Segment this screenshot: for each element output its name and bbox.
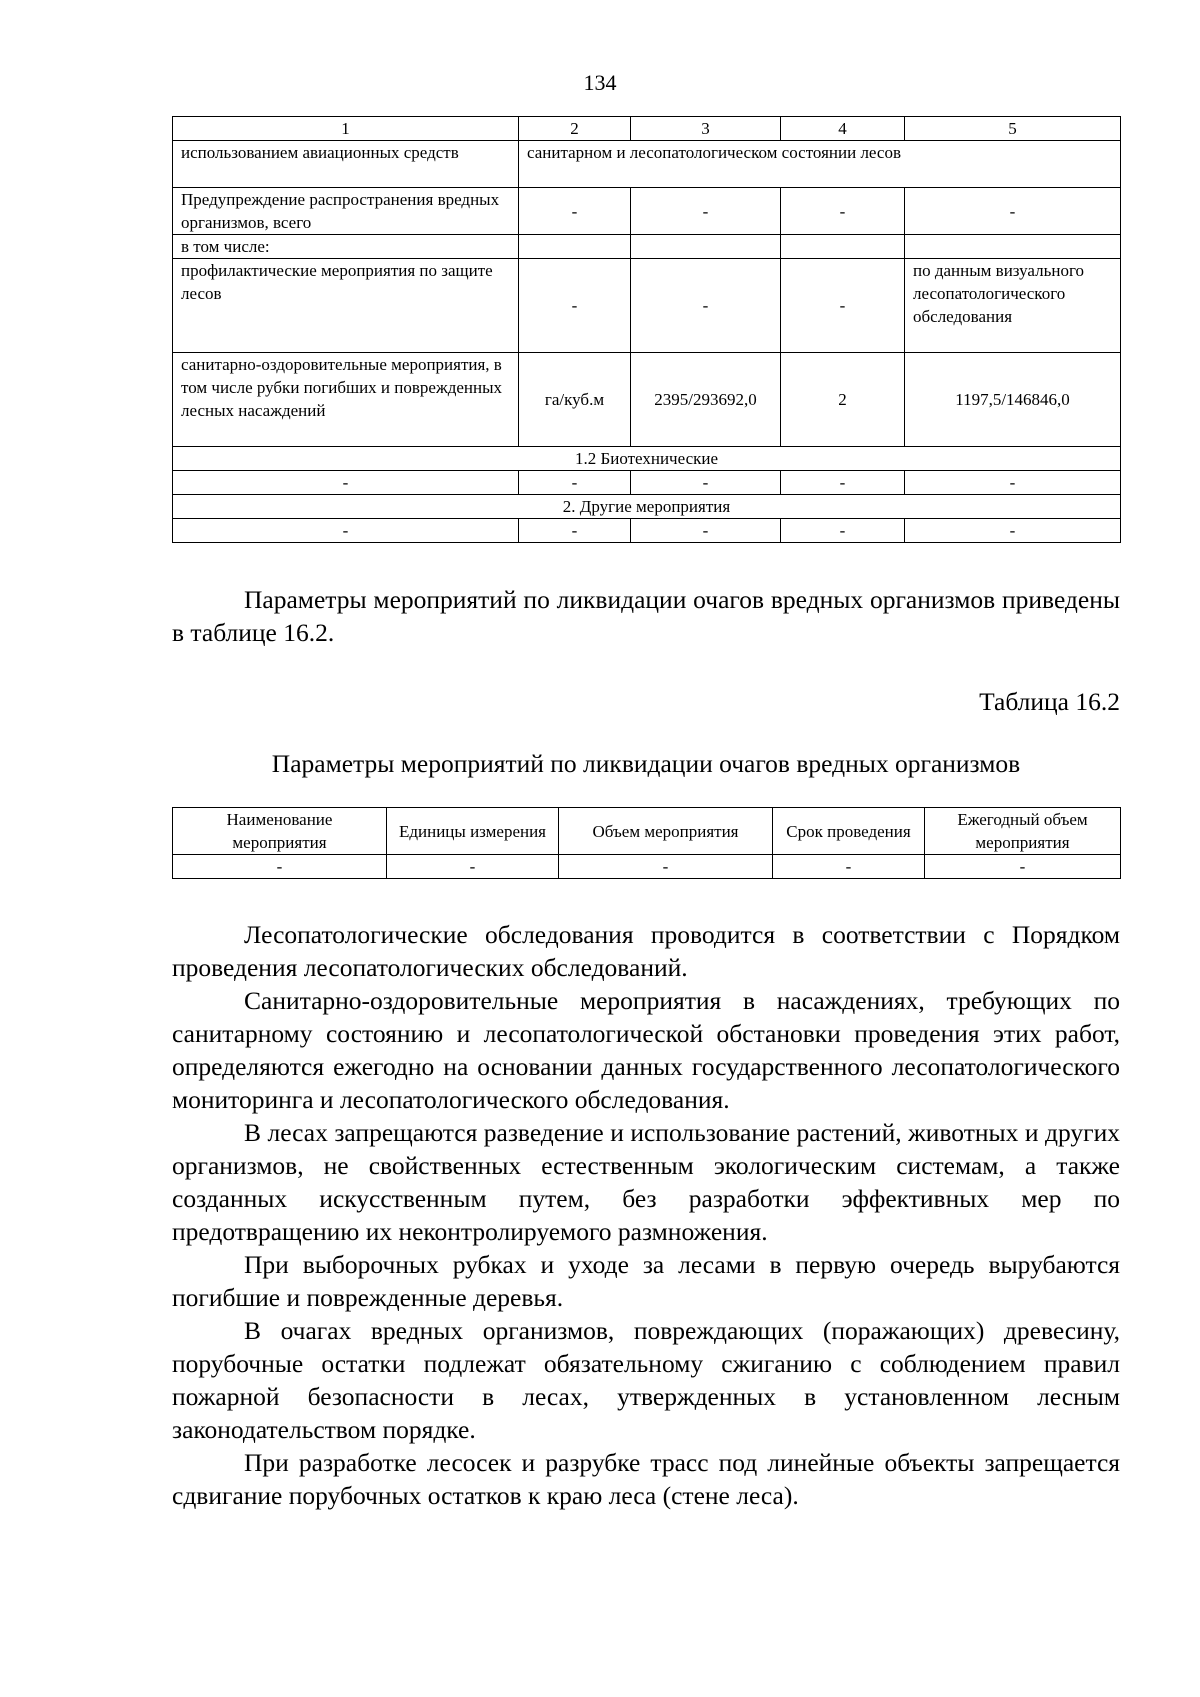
measures-table (172, 116, 1121, 543)
table-cell: - (559, 855, 773, 879)
table-cell: 2 (781, 353, 905, 447)
table-row (173, 259, 1121, 353)
section-title: 1.2 Биотехнические (173, 447, 1121, 471)
body-paragraph: Санитарно-оздоровительные мероприятия в насаждениях, требующих по санитарному состоянию и лесопатологической обстановки проведения этих работ, определяются ежегодно на основании данных государственного лесопатологического мониторинга и лесопатологического обследования. (172, 986, 1120, 1114)
header-cell: Срок проведения (773, 808, 925, 855)
table-header-row (173, 808, 1121, 855)
table-section-row (173, 447, 1121, 471)
table-cell: - (631, 519, 781, 543)
table-cell: санитарном и лесопатологическом состоянии лесов (519, 141, 1121, 188)
section-title: 2. Другие мероприятия (173, 495, 1121, 519)
table-cell: - (173, 519, 519, 543)
table-cell: - (781, 519, 905, 543)
table-row (173, 353, 1121, 447)
table-cell (781, 235, 905, 259)
table-cell (905, 235, 1121, 259)
table-cell: - (173, 855, 387, 879)
table-cell: - (519, 519, 631, 543)
table-cell: - (631, 188, 781, 235)
header-cell: 2 (519, 117, 631, 141)
body-paragraph: В лесах запрещаются разведение и использование растений, животных и других организмов, не свойственных естественным экологическим системам, а также созданных искусственным путем, без разработки эффективных мер по предотвращению их неконтролируемого размножения. (172, 1118, 1120, 1246)
table-cell: - (631, 259, 781, 353)
table-cell: - (905, 519, 1121, 543)
table-cell: - (773, 855, 925, 879)
table-cell: - (925, 855, 1121, 879)
table-cell: - (781, 188, 905, 235)
table-cell: санитарно-оздоровительные мероприятия, в том числе рубки погибших и поврежденных лесных насаждений (173, 353, 519, 447)
table-cell: - (905, 471, 1121, 495)
table-row (173, 235, 1121, 259)
body-paragraph: При выборочных рубках и уходе за лесами в первую очередь вырубаются погибшие и поврежденные деревья. (172, 1250, 1120, 1312)
table-cell: Предупреждение распространения вредных организмов, всего (173, 188, 519, 235)
table-row (173, 188, 1121, 235)
table-cell (519, 235, 631, 259)
table-cell: - (905, 188, 1121, 235)
table-cell: использованием авиационных средств (173, 141, 519, 188)
table-cell: по данным визуального лесопатологического обследования (905, 259, 1121, 353)
table-section-row (173, 495, 1121, 519)
body-paragraph: При разработке лесосек и разрубке трасс под линейные объекты запрещается сдвигание порубочных остатков к краю леса (стене леса). (172, 1448, 1120, 1510)
table-row (173, 471, 1121, 495)
header-cell: Единицы измерения (387, 808, 559, 855)
header-cell: Объем мероприятия (559, 808, 773, 855)
table-cell: в том числе: (173, 235, 519, 259)
table-cell: - (519, 188, 631, 235)
table-row (173, 141, 1121, 188)
table-cell: - (519, 471, 631, 495)
intro-paragraph: Параметры мероприятий по ликвидации очагов вредных организмов приведены в таблице 16.2. (172, 585, 1120, 647)
body-paragraph: В очагах вредных организмов, повреждающих (поражающих) древесину, порубочные остатки подлежат обязательному сжиганию с соблюдением правил пожарной безопасности в лесах, утвержденных в установленном лесным законодательством порядке. (172, 1316, 1120, 1444)
table-cell (631, 235, 781, 259)
table-row (173, 519, 1121, 543)
table-cell: - (631, 471, 781, 495)
table-cell: профилактические мероприятия по защите лесов (173, 259, 519, 353)
body-paragraph: Лесопатологические обследования проводится в соответствии с Порядком проведения лесопатологических обследований. (172, 920, 1120, 982)
table-header-row (173, 117, 1121, 141)
table-cell: - (519, 259, 631, 353)
table-cell: 2395/293692,0 (631, 353, 781, 447)
header-cell: 5 (905, 117, 1121, 141)
table-label: Таблица 16.2 (979, 687, 1120, 716)
table-row (173, 855, 1121, 879)
table-cell: - (173, 471, 519, 495)
header-cell: 1 (173, 117, 519, 141)
table-cell: - (781, 471, 905, 495)
header-cell: 3 (631, 117, 781, 141)
pest-foci-table (172, 807, 1121, 879)
table-cell: - (781, 259, 905, 353)
table-cell: га/куб.м (519, 353, 631, 447)
page-number: 134 (583, 70, 617, 95)
table-title: Параметры мероприятий по ликвидации очагов вредных организмов (271, 749, 1021, 778)
table-cell: 1197,5/146846,0 (905, 353, 1121, 447)
header-cell: Ежегодный объем мероприятия (925, 808, 1121, 855)
table-cell: - (387, 855, 559, 879)
header-cell: 4 (781, 117, 905, 141)
header-cell: Наименование мероприятия (173, 808, 387, 855)
